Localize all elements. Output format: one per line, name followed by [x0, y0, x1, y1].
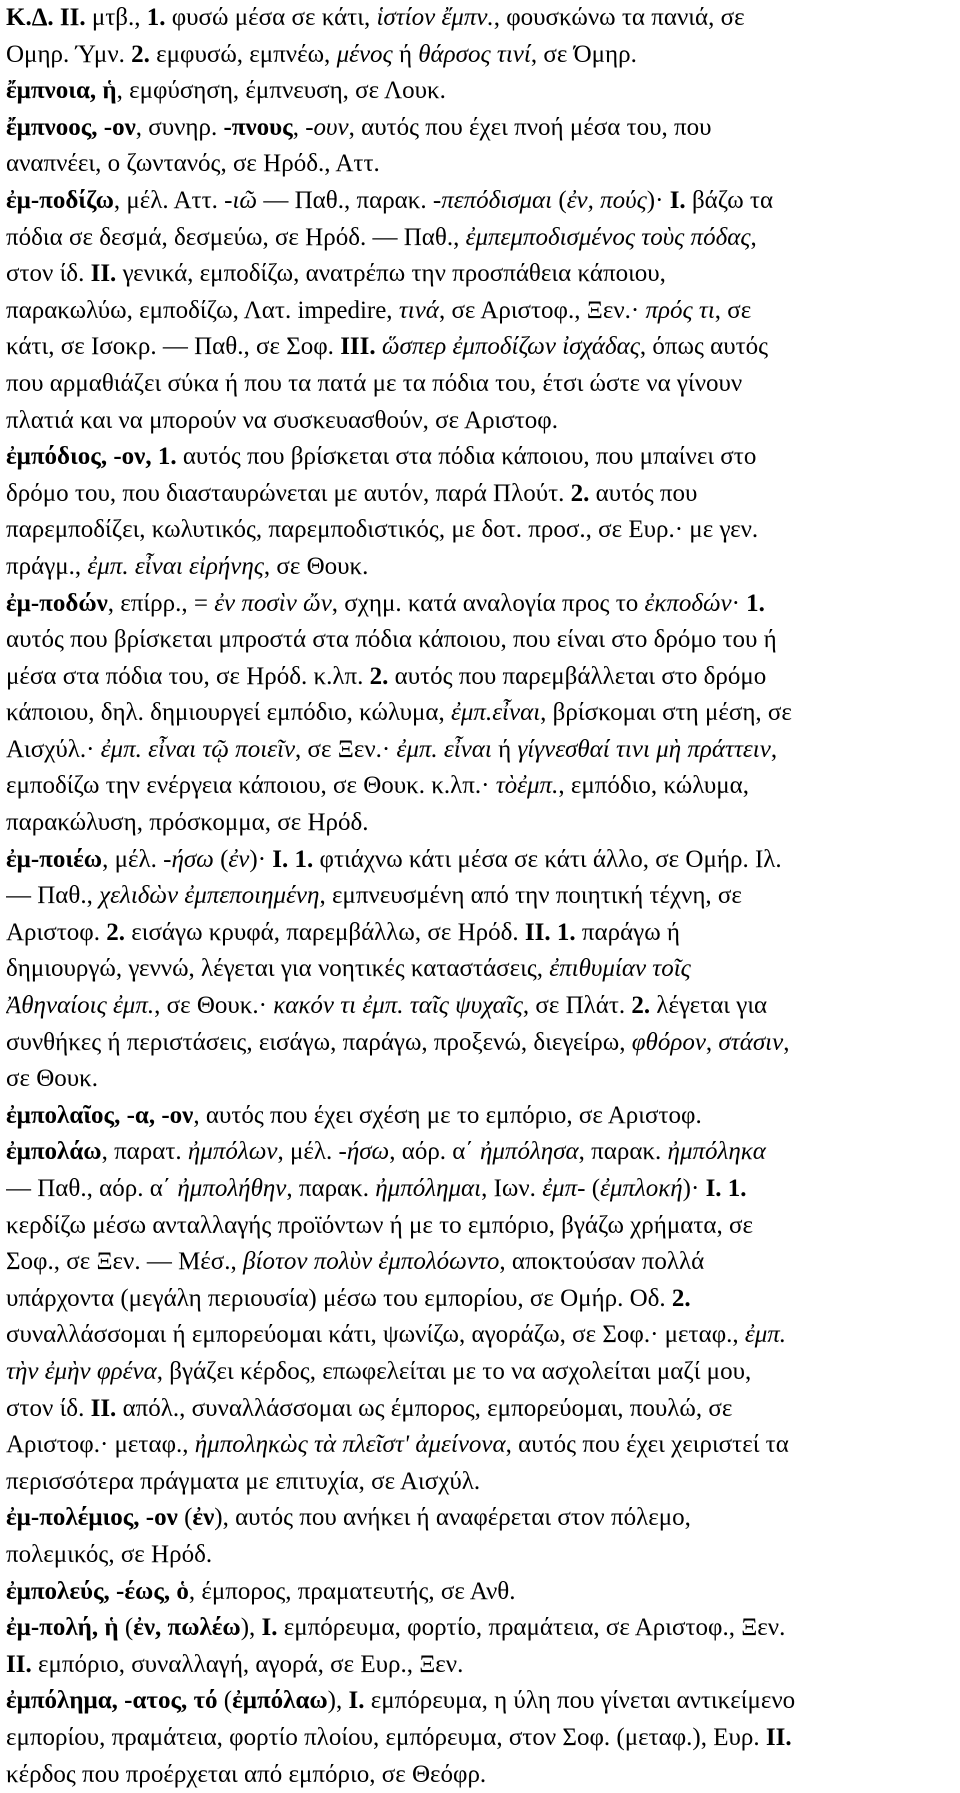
- body-text: , βρίσκομαι στη μέση, σε: [540, 699, 792, 726]
- italic-text: πρός τι: [645, 297, 714, 324]
- text-line: [6, 1208, 952, 1245]
- text-line: [6, 403, 952, 440]
- body-text: κέρδος που προέρχεται από εμπόριο, σε Θεόφρ.: [6, 1761, 486, 1788]
- body-text: , σε Θουκ.: [264, 553, 369, 580]
- body-text: ,: [293, 114, 306, 141]
- body-text: (: [178, 1504, 193, 1531]
- body-text: σε Θουκ.: [6, 1065, 98, 1092]
- body-text: στον ίδ.: [6, 260, 91, 287]
- text-line: [6, 220, 952, 257]
- headword-text: ἐμ-ποιέω: [6, 846, 102, 873]
- headword-text: ἐν: [192, 1504, 214, 1531]
- body-text: εμπορίου, πραμάτεια, φορτίο πλοίου, εμπόρευμα, στον Σοφ. (μεταφ.), Ευρ.: [6, 1724, 766, 1751]
- italic-text: μένος: [337, 41, 393, 68]
- headword-text: 2.: [131, 41, 150, 68]
- text-line: [6, 1757, 952, 1793]
- text-line: [6, 1171, 952, 1208]
- italic-text: τὸἐμπ.: [496, 772, 559, 799]
- text-line: [6, 1537, 952, 1574]
- text-line: [6, 622, 952, 659]
- italic-text: -πεπόδισμαι: [433, 187, 552, 214]
- body-text: ,: [706, 1029, 719, 1056]
- body-text: , παρακ.: [579, 1138, 668, 1165]
- headword-text: K.Δ. ΙΙ.: [6, 4, 86, 31]
- body-text: πλατιά και να μπορούν να συσκευασθούν, σε Αριστοφ.: [6, 407, 558, 434]
- body-text: υπάρχοντα (μεγάλη περιουσία) μέσω του εμπορίου, σε Ομήρ. Οδ.: [6, 1285, 672, 1312]
- body-text: στον ίδ.: [6, 1395, 91, 1422]
- text-line: [6, 695, 952, 732]
- body-text: απόλ., συναλλάσσομαι ως έμπορος, εμπορεύομαι, πουλώ, σε: [116, 1395, 732, 1422]
- body-text: (: [552, 187, 567, 214]
- body-text: παρακώλυση, πρόσκομμα, σε Ηρόδ.: [6, 809, 369, 836]
- body-text: αυτός που παρεμβάλλεται στο δρόμο: [388, 663, 766, 690]
- headword-text: ἐμπολάω: [6, 1138, 102, 1165]
- body-text: — Παθ., παρακ.: [257, 187, 433, 214]
- text-line: [6, 1281, 952, 1318]
- body-text: εμποδίζω την ενέργεια κάποιου, σε Θουκ. κ.λπ.·: [6, 772, 496, 799]
- text-line: [6, 951, 952, 988]
- body-text: εμπόρευμα, η ύλη που γίνεται αντικείμενο: [364, 1687, 795, 1714]
- italic-text: γίγνεσθαί τινι μὴ πράττειν: [517, 736, 770, 763]
- text-line: [6, 842, 952, 879]
- text-line: [6, 293, 952, 330]
- text-line: [6, 1061, 952, 1098]
- body-text: ,: [783, 1029, 789, 1056]
- text-line: [6, 146, 952, 183]
- italic-text: ἐμπ.εἶναι: [451, 699, 540, 726]
- text-line: [6, 512, 952, 549]
- italic-text: -ήσω: [339, 1138, 390, 1165]
- italic-text: ἱστίον ἔμπν.: [376, 4, 493, 31]
- body-text: , φουσκώνω τα πανιά, σε: [494, 4, 745, 31]
- body-text: — Παθ., αόρ. α΄: [6, 1175, 177, 1202]
- text-line: [6, 1683, 952, 1720]
- text-line: [6, 1464, 952, 1501]
- body-text: ),: [241, 1614, 262, 1641]
- italic-text: τινά: [399, 297, 439, 324]
- text-line: [6, 1025, 952, 1062]
- body-text: κάποιου, δηλ. δημιουργεί εμπόδιο, κώλυμα,: [6, 699, 451, 726]
- text-line: [6, 1354, 952, 1391]
- body-text: συναλλάσσομαι ή εμπορεύομαι κάτι, ψωνίζω, αγοράζω, σε Σοφ.· μεταφ.,: [6, 1321, 745, 1348]
- italic-text: Ἀθηναίοις ἐμπ.: [6, 992, 154, 1019]
- body-text: )·: [647, 187, 670, 214]
- body-text: αναπνέει, ο ζωντανός, σε Ηρόδ., Αττ.: [6, 150, 380, 177]
- headword-text: I. 1.: [706, 1175, 747, 1202]
- italic-text: ἐν: [228, 846, 249, 873]
- body-text: , σε Πλάτ.: [523, 992, 632, 1019]
- text-line: [6, 1500, 952, 1537]
- headword-text: II.: [91, 1395, 117, 1422]
- italic-text: φθόρον: [632, 1029, 706, 1056]
- text-line: [6, 1391, 952, 1428]
- body-text: αυτός που βρίσκεται μπροστά στα πόδια κάποιου, που είναι στο δρόμο του ή: [6, 626, 777, 653]
- headword-text: I. 1.: [272, 846, 313, 873]
- body-text: — Παθ.,: [6, 882, 99, 909]
- headword-text: ἐμ-ποδών: [6, 590, 108, 617]
- text-line: [6, 183, 952, 220]
- italic-text: ἐμπ. εἶναι τῷ ποιεῖν: [101, 736, 295, 763]
- headword-text: ἐμ-πολή, ἡ: [6, 1614, 119, 1641]
- body-text: , έμπορος, πραματευτής, σε Ανθ.: [189, 1578, 516, 1605]
- headword-text: III.: [340, 333, 375, 360]
- text-line: [6, 329, 952, 366]
- italic-text: ἠμπόληκα: [668, 1138, 766, 1165]
- body-text: δημιουργώ, γεννώ, λέγεται για νοητικές καταστάσεις,: [6, 955, 549, 982]
- body-text: μέσα στα πόδια του, σε Ηρόδ. κ.λπ.: [6, 663, 370, 690]
- body-text: , αυτός που έχει πνοή μέσα του, που: [349, 114, 712, 141]
- text-line: [6, 549, 952, 586]
- headword-text: ἐμπολαῖος, -α, -ον: [6, 1102, 193, 1129]
- italic-text: ἠμπόλημαι: [375, 1175, 481, 1202]
- headword-text: 2.: [370, 663, 389, 690]
- body-text: , εμπνευσμένη από την ποιητική τέχνη, σε: [319, 882, 741, 909]
- body-text: γενικά, εμποδίζω, ανατρέπω την προσπάθεια κάποιου,: [116, 260, 666, 287]
- headword-text: I.: [262, 1614, 278, 1641]
- headword-text: II. 1.: [525, 919, 576, 946]
- headword-text: ἐμπολεύς, -έως, ὁ: [6, 1578, 189, 1605]
- text-line: [6, 476, 952, 513]
- body-text: Αισχύλ.·: [6, 736, 101, 763]
- body-text: συνθήκες ή περιστάσεις, εισάγω, παράγω, προξενώ, διεγείρω,: [6, 1029, 632, 1056]
- text-line: [6, 0, 952, 37]
- text-line: [6, 1134, 952, 1171]
- italic-text: ἐμπλοκή: [600, 1175, 683, 1202]
- headword-text: ἐμπόδιος, -ον, 1.: [6, 443, 177, 470]
- italic-text: -ήσω: [163, 846, 214, 873]
- headword-text: II.: [91, 260, 117, 287]
- italic-text: -ιῶ: [224, 187, 257, 214]
- body-text: , σχημ. κατά αναλογία προς το: [332, 590, 645, 617]
- italic-text: ἐκποδών: [645, 590, 732, 617]
- body-text: , παρατ.: [102, 1138, 188, 1165]
- text-line: [6, 256, 952, 293]
- headword-text: -πνους: [223, 114, 292, 141]
- italic-text: ἐμπεμποδισμένος τοὺς πόδας: [466, 224, 751, 251]
- body-text: ,: [750, 224, 756, 251]
- text-line: [6, 768, 952, 805]
- headword-text: ἐμπόλαω: [232, 1687, 328, 1714]
- body-text: μτβ.,: [86, 4, 147, 31]
- text-line: [6, 586, 952, 623]
- body-text: Ομηρ. Ύμν.: [6, 41, 131, 68]
- text-line: [6, 439, 952, 476]
- body-text: περισσότερα πράγματα με επιτυχία, σε Αισχύλ.: [6, 1468, 480, 1495]
- text-line: [6, 1647, 952, 1684]
- body-text: , βγάζει κέρδος, επωφελείται με το να ασχολείται μαζί μου,: [157, 1358, 751, 1385]
- headword-text: 2.: [571, 480, 590, 507]
- body-text: Αριστοφ.· μεταφ.,: [6, 1431, 195, 1458]
- headword-text: 2.: [631, 992, 650, 1019]
- headword-text: 2.: [672, 1285, 691, 1312]
- body-text: κερδίζω μέσω ανταλλαγής προϊόντων ή με το εμπόριο, βγάζω χρήματα, σε: [6, 1212, 753, 1239]
- body-text: αυτός που βρίσκεται στα πόδια κάποιου, που μπαίνει στο: [177, 443, 757, 470]
- headword-text: I.: [349, 1687, 365, 1714]
- body-text: Αριστοφ.: [6, 919, 106, 946]
- body-text: πράγμ.,: [6, 553, 87, 580]
- body-text: λέγεται για: [650, 992, 767, 1019]
- body-text: , σε Αριστοφ., Ξεν.·: [439, 297, 646, 324]
- text-line: [6, 366, 952, 403]
- body-text: , σε: [715, 297, 751, 324]
- body-text: κάτι, σε Ισοκρ. — Παθ., σε Σοφ.: [6, 333, 340, 360]
- body-text: εμπόριο, συναλλαγή, αγορά, σε Ευρ., Ξεν.: [32, 1651, 464, 1678]
- body-text: ή: [393, 41, 419, 68]
- text-line: [6, 1427, 952, 1464]
- body-text: (: [218, 1687, 233, 1714]
- italic-text: ἠμπόλων: [188, 1138, 278, 1165]
- body-text: , αυτός που έχει σχέση με το εμπόριο, σε Αριστοφ.: [193, 1102, 701, 1129]
- body-text: (: [119, 1614, 134, 1641]
- body-text: , όπως αυτός: [640, 333, 768, 360]
- body-text: , αποκτούσαν πολλά: [499, 1248, 704, 1275]
- italic-text: τὴν ἐμὴν φρένα: [6, 1358, 157, 1385]
- body-text: που αρμαθιάζει σύκα ή που τα πατά με τα πόδια του, έτσι ώστε να γίνουν: [6, 370, 742, 397]
- body-text: , αυτός που έχει χειριστεί τα: [506, 1431, 789, 1458]
- text-line: [6, 1244, 952, 1281]
- italic-text: ἐμπ. εἶναι εἰρήνης: [87, 553, 263, 580]
- italic-text: ἐμπ. εἶναι: [396, 736, 491, 763]
- body-text: πόδια σε δεσμά, δεσμεύω, σε Ηρόδ. — Παθ.,: [6, 224, 466, 251]
- body-text: , συνηρ.: [136, 114, 224, 141]
- text-line: [6, 915, 952, 952]
- headword-text: ἐμ-ποδίζω: [6, 187, 114, 214]
- body-text: δρόμο του, που διασταυρώνεται με αυτόν, παρά Πλούτ.: [6, 480, 571, 507]
- italic-text: χελιδὼν ἐμπεποιημένη: [99, 882, 319, 909]
- body-text: παρακωλύω, εμποδίζω, Λατ. impedire,: [6, 297, 399, 324]
- italic-text: θάρσος τινί: [418, 41, 531, 68]
- italic-text: ἐν, πούς: [567, 187, 647, 214]
- body-text: , εμπόδιο, κώλυμα,: [558, 772, 749, 799]
- headword-text: ἐν, πωλέω: [133, 1614, 241, 1641]
- body-text: εμπόρευμα, φορτίο, πραμάτεια, σε Αριστοφ., Ξεν.: [278, 1614, 786, 1641]
- text-line: [6, 73, 952, 110]
- italic-text: βίοτον πολὺν ἐμπολόωντο: [243, 1248, 499, 1275]
- body-text: , μέλ.: [102, 846, 163, 873]
- text-line: [6, 1610, 952, 1647]
- italic-text: -ουν: [305, 114, 348, 141]
- italic-text: ἐμπ-: [542, 1175, 585, 1202]
- headword-text: ἔμπνοια, ἡ: [6, 77, 117, 104]
- italic-text: ἠμπολήθην: [177, 1175, 286, 1202]
- text-line: [6, 1720, 952, 1757]
- text-line: [6, 732, 952, 769]
- body-text: , εμφύσηση, έμπνευση, σε Λουκ.: [117, 77, 446, 104]
- body-text: παράγω ή: [576, 919, 680, 946]
- text-line: [6, 1574, 952, 1611]
- headword-text: II.: [6, 1651, 32, 1678]
- text-line: [6, 878, 952, 915]
- text-line: [6, 805, 952, 842]
- body-text: , Ιων.: [481, 1175, 542, 1202]
- body-text: (: [214, 846, 229, 873]
- body-text: ),: [328, 1687, 349, 1714]
- headword-text: I.: [670, 187, 686, 214]
- text-line: [6, 1098, 952, 1135]
- body-text: , σε Ξεν.·: [295, 736, 396, 763]
- body-text: (: [585, 1175, 600, 1202]
- body-text: ), αυτός που ανήκει ή αναφέρεται στον πόλεμο,: [214, 1504, 691, 1531]
- italic-text: στάσιν: [718, 1029, 783, 1056]
- headword-text: 2.: [106, 919, 125, 946]
- text-line: [6, 988, 952, 1025]
- body-text: εμφυσώ, εμπνέω,: [150, 41, 337, 68]
- body-text: εισάγω κρυφά, παρεμβάλλω, σε Ηρόδ.: [125, 919, 525, 946]
- headword-text: 1.: [147, 4, 166, 31]
- text-line: [6, 659, 952, 696]
- body-text: πολεμικός, σε Ηρόδ.: [6, 1541, 212, 1568]
- italic-text: κακόν τι ἐμπ. ταῖς ψυχαῖς: [273, 992, 523, 1019]
- body-text: )·: [683, 1175, 706, 1202]
- italic-text: ἐμπ.: [745, 1321, 786, 1348]
- italic-text: ἐν ποσὶν ὤν: [214, 590, 332, 617]
- body-text: , σε Θουκ.·: [154, 992, 273, 1019]
- body-text: Σοφ., σε Ξεν. — Μέσ.,: [6, 1248, 243, 1275]
- body-text: βάζω τα: [686, 187, 773, 214]
- body-text: φυσώ μέσα σε κάτι,: [166, 4, 377, 31]
- italic-text: ἐπιθυμίαν τοῖς: [549, 955, 691, 982]
- italic-text: ἠμποληκὼς τὰ πλεῖστ' ἀμείνονα: [195, 1431, 506, 1458]
- body-text: παρεμποδίζει, κωλυτικός, παρεμποδιστικός, με δοτ. προσ., σε Ευρ.· με γεν.: [6, 516, 758, 543]
- body-text: , επίρρ., =: [108, 590, 214, 617]
- italic-text: ἠμπόλησα: [480, 1138, 579, 1165]
- body-text: , παρακ.: [286, 1175, 375, 1202]
- text-line: [6, 1317, 952, 1354]
- body-text: , μέλ. Αττ.: [114, 187, 224, 214]
- headword-text: II.: [766, 1724, 792, 1751]
- body-text: ,: [771, 736, 777, 763]
- body-text: ή: [492, 736, 518, 763]
- text-line: [6, 37, 952, 74]
- text-line: [6, 110, 952, 147]
- italic-text: ὥσπερ ἐμποδίζων ἰσχάδας: [382, 333, 640, 360]
- headword-text: ἐμ-πολέμιος, -ον: [6, 1504, 178, 1531]
- body-text: )·: [249, 846, 272, 873]
- body-text: αυτός που: [589, 480, 697, 507]
- body-text: φτιάχνω κάτι μέσα σε κάτι άλλο, σε Ομήρ. Ιλ.: [313, 846, 781, 873]
- headword-text: ἔμπνοος, -ον: [6, 114, 136, 141]
- headword-text: 1.: [746, 590, 765, 617]
- body-text: , σε Όμηρ.: [531, 41, 637, 68]
- body-text: , αόρ. α΄: [389, 1138, 480, 1165]
- body-text: ·: [732, 590, 747, 617]
- headword-text: ἐμπόλημα, -ατος, τό: [6, 1687, 218, 1714]
- body-text: , μέλ.: [277, 1138, 338, 1165]
